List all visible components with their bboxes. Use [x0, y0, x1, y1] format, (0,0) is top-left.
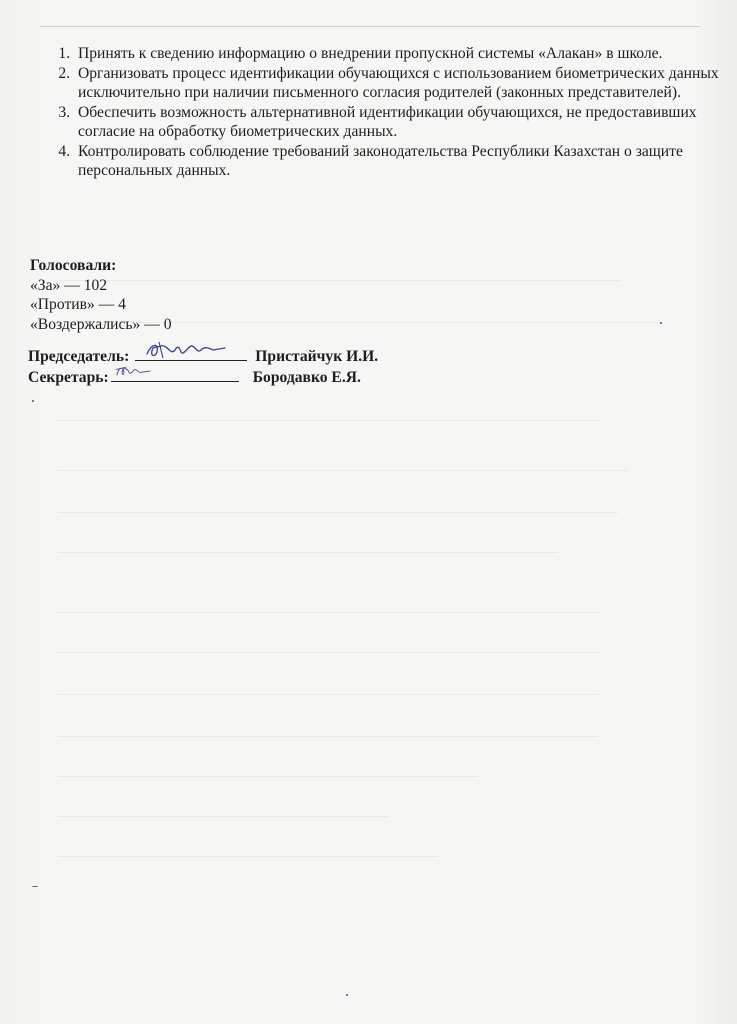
show-through-line [58, 652, 598, 653]
scan-speck [660, 322, 662, 324]
handwritten-signature-icon [113, 359, 173, 383]
voting-results [30, 256, 172, 334]
show-through-line [58, 420, 598, 421]
page-top-edge [40, 26, 700, 27]
show-through-line [58, 694, 598, 695]
votes-abstained: «Воздержались» — 0 [30, 315, 172, 333]
scan-speck [346, 994, 348, 996]
chair-signature-line [28, 346, 378, 366]
show-through-line [58, 816, 388, 817]
votes-for: «За» — 102 [30, 276, 108, 294]
secretary-signature-line [28, 367, 361, 387]
chair-name: Пристайчук И.И. [255, 348, 379, 365]
scan-speck [32, 886, 38, 887]
decision-item: 2. Организовать процесс идентификации обучающихся с использованием биометрических данных исключительно при наличии письменного согласия родителей (законных представителей). [74, 64, 737, 103]
show-through-line [58, 612, 598, 613]
scan-speck [32, 400, 34, 402]
show-through-line [58, 856, 438, 857]
secretary-role: Секретарь: [28, 369, 109, 386]
votes-against: «Против» — 4 [30, 296, 126, 313]
decision-item: 4. Контролировать соблюдение требований законодательства Республики Казахстан о защите персональных данных. [74, 142, 737, 181]
show-through-line [58, 552, 558, 553]
show-through-line [58, 470, 628, 471]
show-through-line [58, 512, 618, 513]
show-through-line [58, 736, 598, 737]
votes-title: Голосовали: [30, 257, 117, 274]
show-through-line [58, 776, 478, 777]
decision-item: 3. Обеспечить возможность альтернативной идентификации обучающихся, не предоставивших согласие на обработку биометрических данных. [74, 103, 737, 142]
secretary-name: Бородавко Е.Я. [252, 369, 361, 386]
decision-item: 1. Принять к сведению информацию о внедрении пропускной системы «Алакан» в школе. [74, 44, 737, 64]
secretary-signature-field [111, 367, 239, 382]
decisions-list [34, 44, 737, 181]
chair-role: Председатель: [28, 348, 130, 365]
